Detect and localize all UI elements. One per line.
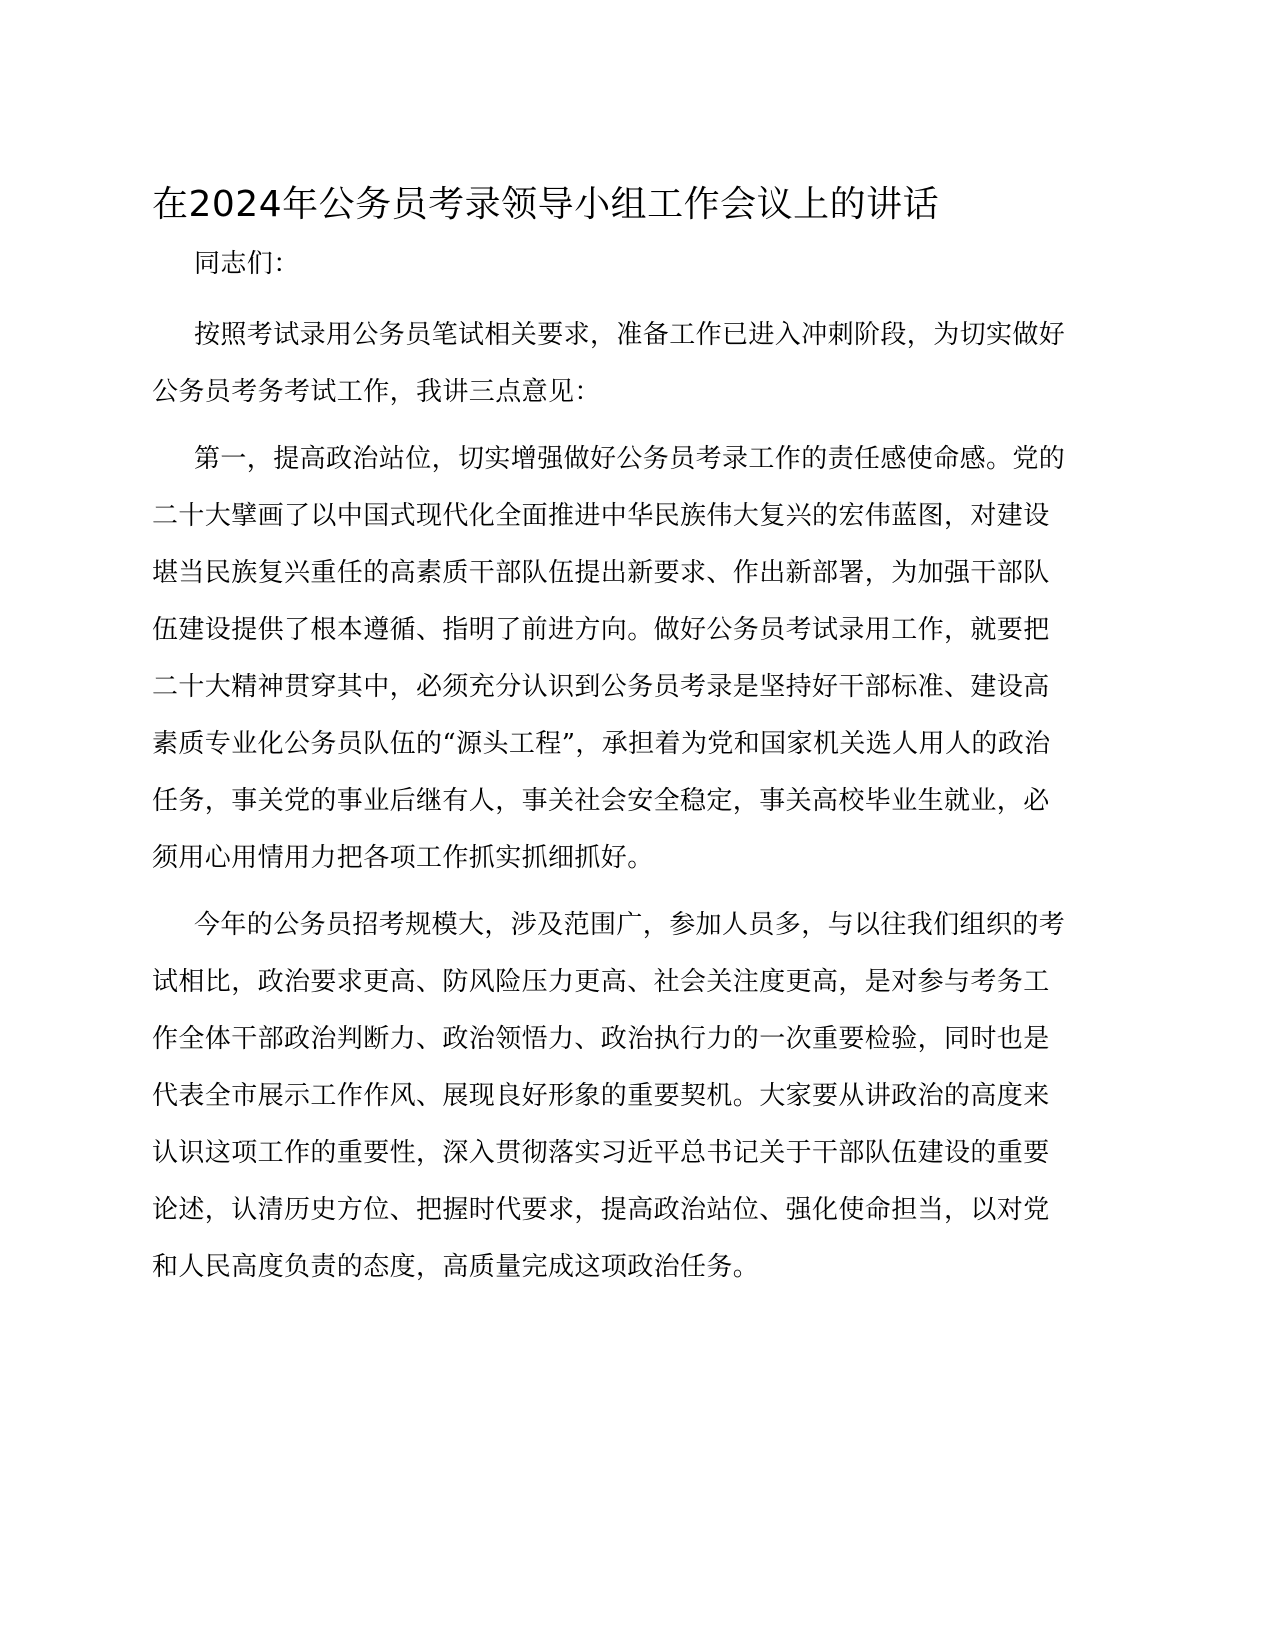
greeting-paragraph: 同志们： <box>194 249 300 279</box>
paragraph-this-year: 今年的公务员招考规模大，涉及范围广，参加人员多，与以往我们组织的考试相比，政治要求更高、防风险压力更高、社会关注度更高，是对参与考务工作全体干部政治判断力、政治领悟力、政治执行力的一次重要检验，同时也是代表全市展示工作作风、展现良好形象的重要契机。大家要从讲政治的高度来认识这项工作的重要性，深入贯彻落实习近平总书记关于干部队伍建设的重要论述，认清历史方位、把握时代要求，提高政治站位、强化使命担当，以对党和人民高度负责的态度，高质量完成这项政治任务。 <box>152 910 1066 1282</box>
document-title: 在2024年公务员考录领导小组工作会议上的讲话 <box>152 184 940 225</box>
document-body <box>152 236 1072 1306</box>
paragraph-first-point: 第一，提高政治站位，切实增强做好公务员考录工作的责任感使命感。党的二十大擘画了以中国式现代化全面推进中华民族伟大复兴的宏伟蓝图，对建设堪当民族复兴重任的高素质干部队伍提出新要求、作出新部署，为加强干部队伍建设提供了根本遵循、指明了前进方向。做好公务员考试录用工作，就要把二十大精神贯穿其中，必须充分认识到公务员考录是坚持好干部标准、建设高素质专业化公务员队伍的“源头工程”，承担着为党和国家机关选人用人的政治任务，事关党的事业后继有人，事关社会安全稳定，事关高校毕业生就业，必须用心用情用力把各项工作抓实抓细抓好。 <box>152 444 1066 873</box>
paragraph-intro: 按照考试录用公务员笔试相关要求，准备工作已进入冲刺阶段，为切实做好公务员考务考试工作，我讲三点意见： <box>152 320 1066 407</box>
